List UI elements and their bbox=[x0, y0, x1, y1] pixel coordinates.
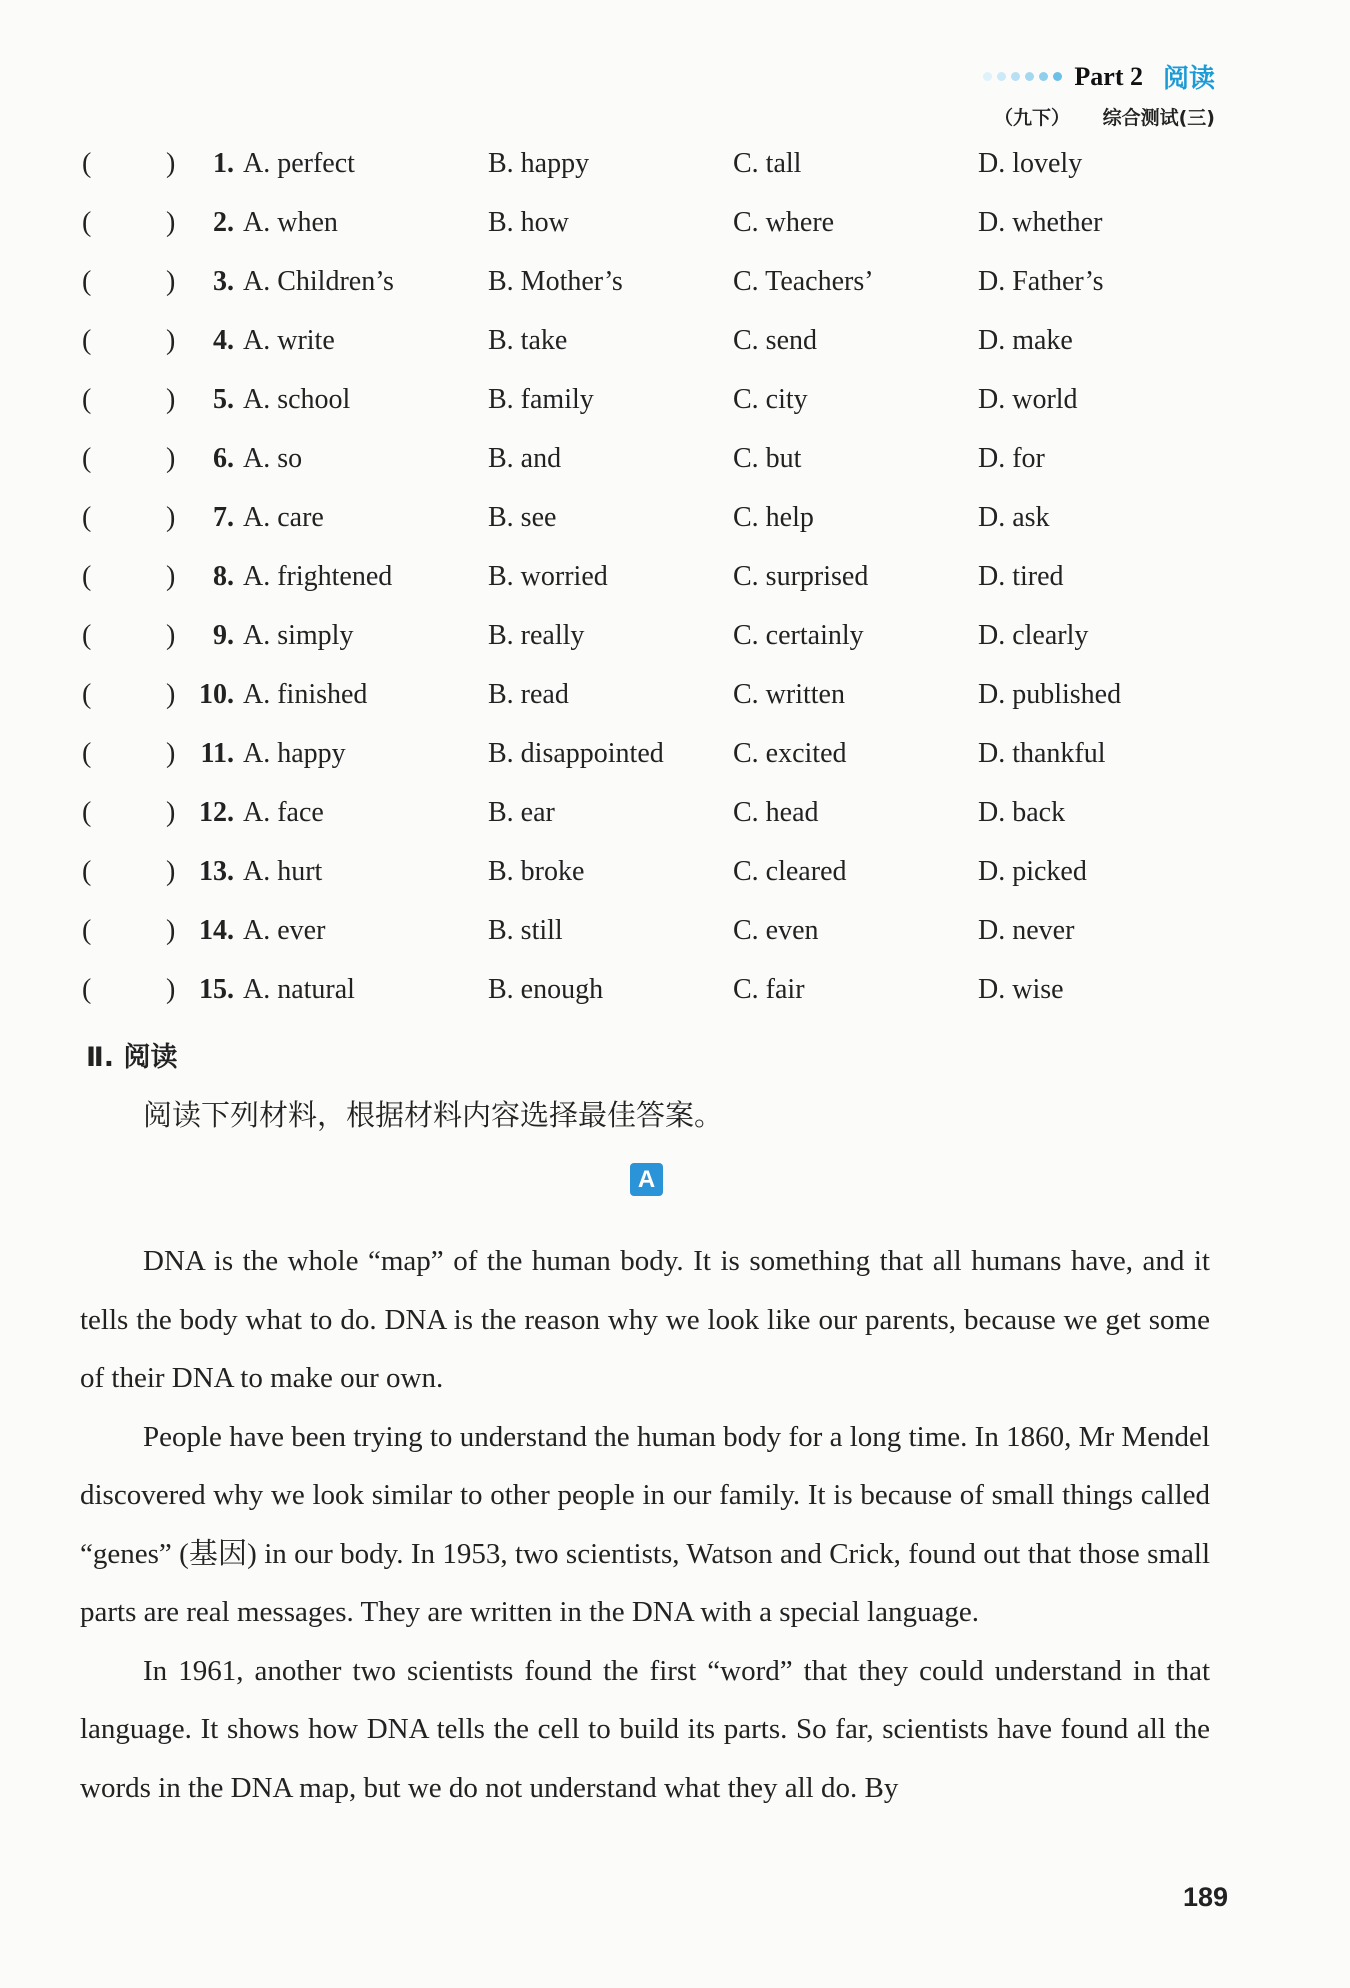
header-subtitle bbox=[983, 103, 1215, 130]
question-number: 9. bbox=[213, 620, 234, 651]
page-number: 189 bbox=[1182, 1882, 1228, 1912]
question-row bbox=[80, 797, 1230, 856]
answer-paren-left: ( bbox=[82, 974, 92, 1005]
answer-paren-left: ( bbox=[82, 620, 92, 651]
answer-paren-right: ) bbox=[166, 679, 176, 710]
option-c: C. where bbox=[733, 207, 835, 238]
option-d: D. world bbox=[978, 384, 1078, 415]
option-b: B. see bbox=[488, 502, 557, 533]
answer-paren-right: ) bbox=[166, 974, 176, 1005]
question-row bbox=[80, 325, 1230, 384]
passage-label-badge: A bbox=[630, 1163, 663, 1196]
option-b: B. worried bbox=[488, 561, 608, 592]
option-d: D. clearly bbox=[978, 620, 1089, 651]
answer-paren-right: ) bbox=[166, 915, 176, 946]
option-d: D. for bbox=[978, 443, 1045, 474]
option-b: B. still bbox=[488, 915, 563, 946]
option-c: C. head bbox=[733, 797, 819, 828]
dot-icon bbox=[1025, 72, 1034, 81]
question-number: 13. bbox=[199, 856, 234, 887]
part-label: Part 2 bbox=[1074, 61, 1143, 91]
answer-paren-left: ( bbox=[82, 325, 92, 356]
question-number: 12. bbox=[199, 797, 234, 828]
answer-paren-right: ) bbox=[166, 502, 176, 533]
question-number: 10. bbox=[199, 679, 234, 710]
answer-paren-right: ) bbox=[166, 620, 176, 651]
option-b: B. ear bbox=[488, 797, 555, 828]
section-instruction: 阅读下列材料，根据材料内容选择最佳答案。 bbox=[143, 1098, 724, 1132]
option-c: C. even bbox=[733, 915, 819, 946]
section-title: Ⅱ. 阅读 bbox=[86, 1042, 178, 1073]
option-d: D. back bbox=[978, 797, 1066, 828]
answer-paren-right: ) bbox=[166, 266, 176, 297]
option-d: D. picked bbox=[978, 856, 1087, 887]
question-row bbox=[80, 620, 1230, 679]
question-number: 6. bbox=[213, 443, 234, 474]
option-d: D. lovely bbox=[978, 148, 1083, 179]
answer-paren-left: ( bbox=[82, 148, 92, 179]
option-b: B. happy bbox=[488, 148, 590, 179]
answer-paren-left: ( bbox=[82, 915, 92, 946]
question-row bbox=[80, 502, 1230, 561]
answer-paren-right: ) bbox=[166, 384, 176, 415]
question-number: 5. bbox=[213, 384, 234, 415]
option-b: B. read bbox=[488, 679, 569, 710]
option-a: A. simply bbox=[243, 620, 354, 651]
answer-paren-left: ( bbox=[82, 856, 92, 887]
option-d: D. Father’s bbox=[978, 266, 1104, 297]
decorative-dots bbox=[983, 72, 1062, 81]
dot-icon bbox=[983, 72, 992, 81]
answer-paren-right: ) bbox=[166, 738, 176, 769]
option-b: B. family bbox=[488, 384, 594, 415]
option-a: A. happy bbox=[243, 738, 346, 769]
answer-paren-right: ) bbox=[166, 561, 176, 592]
option-d: D. published bbox=[978, 679, 1122, 710]
question-row bbox=[80, 856, 1230, 915]
answer-paren-right: ) bbox=[166, 856, 176, 887]
answer-paren-right: ) bbox=[166, 207, 176, 238]
option-c: C. help bbox=[733, 502, 814, 533]
option-c: C. tall bbox=[733, 148, 802, 179]
test-label: 综合测试(三) bbox=[1102, 107, 1215, 129]
option-b: B. and bbox=[488, 443, 562, 474]
question-number: 4. bbox=[213, 325, 234, 356]
option-c: C. but bbox=[733, 443, 802, 474]
option-d: D. make bbox=[978, 325, 1073, 356]
answer-paren-left: ( bbox=[82, 443, 92, 474]
answer-paren-right: ) bbox=[166, 797, 176, 828]
option-b: B. Mother’s bbox=[488, 266, 623, 297]
option-b: B. really bbox=[488, 620, 585, 651]
option-d: D. whether bbox=[978, 207, 1103, 238]
option-c: C. Teachers’ bbox=[733, 266, 874, 297]
passage-paragraph: In 1961, another two scientists found the first “word” that they could understand in that language. It shows how DNA tells the cell to build its parts. So far, scientists have found all the words in the DNA map, but we do not understand what they all do. By bbox=[80, 1654, 1210, 1804]
option-a: A. Children’s bbox=[243, 266, 394, 297]
question-number: 3. bbox=[213, 266, 234, 297]
question-row bbox=[80, 266, 1230, 325]
page-header bbox=[983, 58, 1215, 130]
dot-icon bbox=[1011, 72, 1020, 81]
passage-paragraph: People have been trying to understand the human body for a long time. In 1860, Mr Mendel discovered why we look similar to other people in our family. It is because of small things called “genes” (基因) in our body. In 1953, two scientists, Watson and Crick, found out that those small parts are real messages. They are written in the DNA with a special language. bbox=[80, 1420, 1210, 1628]
question-row bbox=[80, 974, 1230, 1033]
option-b: B. enough bbox=[488, 974, 604, 1005]
option-d: D. never bbox=[978, 915, 1075, 946]
question-number: 2. bbox=[213, 207, 234, 238]
option-a: A. hurt bbox=[243, 856, 323, 887]
question-row bbox=[80, 561, 1230, 620]
option-c: C. fair bbox=[733, 974, 805, 1005]
answer-paren-left: ( bbox=[82, 266, 92, 297]
answer-paren-left: ( bbox=[82, 502, 92, 533]
option-b: B. disappointed bbox=[488, 738, 664, 769]
reading-passage bbox=[80, 1232, 1210, 1817]
dot-icon bbox=[997, 72, 1006, 81]
answer-paren-left: ( bbox=[82, 679, 92, 710]
question-row bbox=[80, 148, 1230, 207]
option-d: D. wise bbox=[978, 974, 1064, 1005]
question-number: 1. bbox=[213, 148, 234, 179]
passage-paragraph: DNA is the whole “map” of the human body. It is something that all humans have, and it tells the body what to do. DNA is the reason why we look like our parents, because we get some of their DNA to make our own. bbox=[80, 1245, 1210, 1394]
option-a: A. write bbox=[243, 325, 335, 356]
grade-label: （九下） bbox=[993, 107, 1070, 129]
answer-paren-left: ( bbox=[82, 797, 92, 828]
option-c: C. certainly bbox=[733, 620, 864, 651]
question-row bbox=[80, 915, 1230, 974]
option-c: C. city bbox=[733, 384, 808, 415]
section-label: 阅读 bbox=[1162, 64, 1215, 94]
option-b: B. broke bbox=[488, 856, 585, 887]
answer-paren-left: ( bbox=[82, 561, 92, 592]
question-row bbox=[80, 738, 1230, 797]
option-c: C. surprised bbox=[733, 561, 869, 592]
option-b: B. take bbox=[488, 325, 568, 356]
cloze-options-list bbox=[80, 148, 1230, 1033]
answer-paren-right: ) bbox=[166, 148, 176, 179]
dot-icon bbox=[1039, 72, 1048, 81]
question-number: 8. bbox=[213, 561, 234, 592]
option-a: A. perfect bbox=[243, 148, 355, 179]
dot-icon bbox=[1053, 72, 1062, 81]
question-number: 11. bbox=[200, 738, 234, 769]
option-c: C. excited bbox=[733, 738, 847, 769]
question-number: 14. bbox=[199, 915, 234, 946]
question-row bbox=[80, 384, 1230, 443]
option-c: C. cleared bbox=[733, 856, 847, 887]
header-title-line bbox=[983, 58, 1215, 95]
option-a: A. natural bbox=[243, 974, 355, 1005]
option-a: A. care bbox=[243, 502, 324, 533]
answer-paren-left: ( bbox=[82, 207, 92, 238]
option-c: C. send bbox=[733, 325, 817, 356]
option-c: C. written bbox=[733, 679, 845, 710]
option-b: B. how bbox=[488, 207, 569, 238]
question-number: 15. bbox=[199, 974, 234, 1005]
option-d: D. tired bbox=[978, 561, 1064, 592]
question-row bbox=[80, 679, 1230, 738]
option-a: A. ever bbox=[243, 915, 326, 946]
question-row bbox=[80, 207, 1230, 266]
option-a: A. finished bbox=[243, 679, 368, 710]
option-a: A. so bbox=[243, 443, 303, 474]
option-d: D. ask bbox=[978, 502, 1050, 533]
option-a: A. school bbox=[243, 384, 351, 415]
option-a: A. face bbox=[243, 797, 324, 828]
answer-paren-left: ( bbox=[82, 384, 92, 415]
question-number: 7. bbox=[213, 502, 234, 533]
answer-paren-right: ) bbox=[166, 443, 176, 474]
answer-paren-right: ) bbox=[166, 325, 176, 356]
option-a: A. when bbox=[243, 207, 338, 238]
answer-paren-left: ( bbox=[82, 738, 92, 769]
question-row bbox=[80, 443, 1230, 502]
option-d: D. thankful bbox=[978, 738, 1106, 769]
option-a: A. frightened bbox=[243, 561, 393, 592]
